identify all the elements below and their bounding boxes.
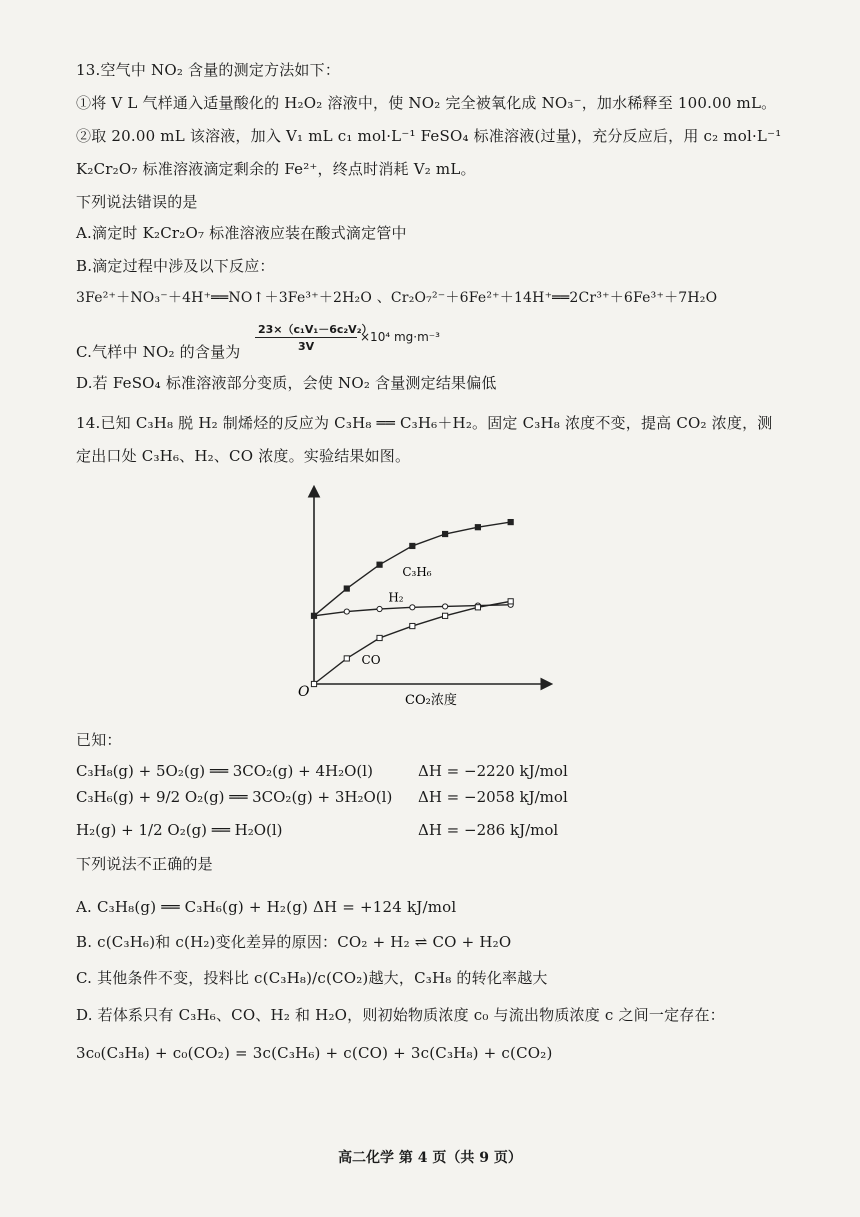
h2-point <box>344 609 349 614</box>
thermo-dh-3: ΔH = −286 kJ/mol <box>418 821 559 839</box>
co-point <box>443 613 448 618</box>
q13-title: 13.空气中 NO₂ 含量的测定方法如下： <box>76 61 341 79</box>
q14-known-label: 已知： <box>76 731 122 749</box>
q13-step2b: K₂Cr₂O₇ 标准溶液滴定剩余的 Fe²⁺，终点时消耗 V₂ mL。 <box>76 160 476 178</box>
c3h6-label: C₃H₆ <box>402 564 432 579</box>
co-point <box>475 605 480 610</box>
c3h6-point <box>508 519 513 524</box>
co-point <box>377 635 382 640</box>
c3h6-point <box>344 586 349 591</box>
co-line <box>314 601 511 684</box>
q13-step1: ①将 V L 气样通入适量酸化的 H₂O₂ 溶液中，使 NO₂ 完全被氧化成 NO₃⁻，加水稀释至 100.00 mL。 <box>76 94 777 112</box>
q14-option-d: D. 若体系只有 C₃H₆、CO、H₂ 和 H₂O，则初始物质浓度 c₀ 与流出物质浓度 c 之间一定存在： <box>76 1006 725 1024</box>
co-point <box>311 681 316 686</box>
q13-option-b: B.滴定过程中涉及以下反应： <box>76 257 275 275</box>
co-point <box>508 599 513 604</box>
co-label: CO <box>361 652 381 667</box>
thermo-dh-2: ΔH = −2058 kJ/mol <box>418 788 568 806</box>
q13-option-b-equations: 3Fe²⁺＋NO₃⁻＋4H⁺══NO↑＋3Fe³⁺＋2H₂O 、Cr₂O₇²⁻＋6Fe²⁺＋14H⁺══2Cr³⁺＋6Fe³⁺＋7H₂O <box>76 290 718 306</box>
h2-point <box>410 605 415 610</box>
q14-stem-line1: 14.已知 C₃H₈ 脱 H₂ 制烯烃的反应为 C₃H₈ ══ C₃H₆＋H₂。固定 C₃H₈ 浓度不变，提高 CO₂ 浓度，测 <box>76 414 773 432</box>
concentration-chart <box>290 478 570 713</box>
q13-option-c: C.气样中 NO₂ 的含量为 <box>76 343 241 361</box>
q13-step2a: ②取 20.00 mL 该溶液，加入 V₁ mL c₁ mol·L⁻¹ FeSO₄ 标准溶液(过量)，充分反应后，用 c₂ mol·L⁻¹ <box>76 127 782 145</box>
thermo-eq-3: H₂(g) + 1/2 O₂(g) ══ H₂O(l) <box>76 821 283 839</box>
thermo-eq-1: C₃H₈(g) + 5O₂(g) ══ 3CO₂(g) + 4H₂O(l) <box>76 762 373 780</box>
q14-option-b: B. c(C₃H₆)和 c(H₂)变化差异的原因：CO₂ + H₂ ⇌ CO + H₂O <box>76 933 512 951</box>
thermo-dh-1: ΔH = −2220 kJ/mol <box>418 762 568 780</box>
q14-stem-line2: 定出口处 C₃H₆、H₂、CO 浓度。实验结果如图。 <box>76 447 411 465</box>
co-point <box>410 623 415 628</box>
q13-question: 下列说法错误的是 <box>76 193 198 211</box>
c3h6-point <box>475 525 480 530</box>
q13-option-c-unit: ×10⁴ mg·m⁻³ <box>360 330 440 344</box>
q14-option-d-equation: 3c₀(C₃H₈) + c₀(CO₂) = 3c(C₃H₆) + c(CO) + 3c(C₃H₈) + c(CO₂) <box>76 1044 553 1062</box>
thermo-eq-2: C₃H₆(g) + 9/2 O₂(g) ══ 3CO₂(g) + 3H₂O(l) <box>76 788 393 806</box>
q13-option-d: D.若 FeSO₄ 标准溶液部分变质，会使 NO₂ 含量测定结果偏低 <box>76 374 497 392</box>
q13-option-c-denominator: 3V <box>298 340 315 353</box>
h2-point <box>443 604 448 609</box>
page-footer: 高二化学 第 4 页（共 9 页） <box>338 1150 522 1166</box>
h2-label: H₂ <box>388 590 404 605</box>
q13-option-c-numerator: 23×（c₁V₁－6c₂V₂） <box>258 323 373 336</box>
c3h6-point <box>410 543 415 548</box>
q14-option-c: C. 其他条件不变，投料比 c(C₃H₈)/c(CO₂)越大，C₃H₈ 的转化率越大 <box>76 969 548 987</box>
c3h6-point <box>443 531 448 536</box>
h2-point <box>377 606 382 611</box>
x-axis-label: CO₂浓度 <box>405 693 457 708</box>
q13-option-a: A.滴定时 K₂Cr₂O₇ 标准溶液应装在酸式滴定管中 <box>76 224 407 242</box>
q13-option-c-fraction-bar <box>255 337 357 338</box>
co-point <box>344 656 349 661</box>
origin-label: O <box>298 684 310 700</box>
c3h6-point <box>377 562 382 567</box>
q14-option-a: A. C₃H₈(g) ══ C₃H₆(g) + H₂(g) ΔH = +124 kJ/mol <box>76 898 457 916</box>
q14-question: 下列说法不正确的是 <box>76 855 213 873</box>
